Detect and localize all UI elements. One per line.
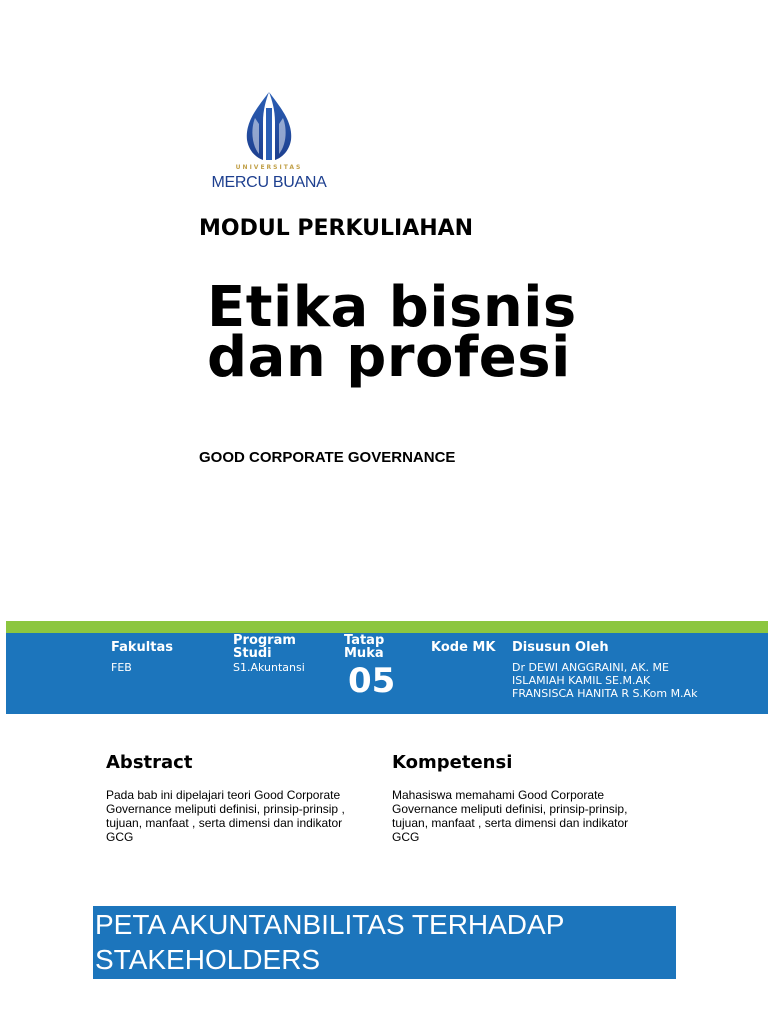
- tatap-value: 05: [348, 661, 396, 701]
- page-title: [207, 275, 727, 390]
- abstract-line: GCG: [106, 830, 134, 844]
- banner-line-2: STAKEHOLDERS: [95, 944, 321, 975]
- page-subtitle: GOOD CORPORATE GOVERNANCE: [199, 449, 456, 466]
- section-banner: [93, 906, 676, 979]
- green-divider: [6, 621, 768, 633]
- course-info-band: [6, 633, 768, 714]
- fakultas-label: Fakultas: [111, 640, 173, 655]
- kompetensi-text: [392, 788, 662, 844]
- tatap-label-1: Tatap: [344, 633, 385, 648]
- kode-mk-label: Kode MK: [431, 640, 496, 655]
- kompetensi-line: Mahasiswa memahami Good Corporate: [392, 788, 605, 802]
- university-logo: [199, 88, 339, 196]
- module-label: MODUL PERKULIAHAN: [199, 216, 474, 241]
- kompetensi-line: tujuan, manfaat , serta dimensi dan indikator: [392, 816, 629, 830]
- author-1: Dr DEWI ANGGRAINI, AK. ME: [512, 661, 669, 674]
- abstract-text: [106, 788, 376, 844]
- program-value: S1.Akuntansi: [233, 661, 305, 674]
- kompetensi-line: GCG: [392, 830, 420, 844]
- disusun-label: Disusun Oleh: [512, 640, 609, 655]
- flame-logo-icon: [199, 88, 339, 168]
- banner-line-1: PETA AKUNTANBILITAS TERHADAP: [95, 909, 565, 940]
- program-label-1: Program: [233, 633, 296, 648]
- abstract-line: tujuan, manfaat , serta dimensi dan indikator: [106, 816, 343, 830]
- abstract-line: Pada bab ini dipelajari teori Good Corporate: [106, 788, 341, 802]
- fakultas-value: FEB: [111, 661, 132, 674]
- kompetensi-heading: Kompetensi: [392, 752, 513, 773]
- kompetensi-line: Governance meliputi definisi, prinsip-prinsip,: [392, 802, 628, 816]
- title-line-1: Etika bisnis: [207, 275, 577, 340]
- logo-universitas-text: UNIVERSITAS: [235, 164, 303, 171]
- title-line-2: dan profesi: [207, 325, 571, 390]
- abstract-line: Governance meliputi definisi, prinsip-prinsip ,: [106, 802, 345, 816]
- author-3: FRANSISCA HANITA R S.Kom M.Ak: [512, 687, 698, 700]
- tatap-label-2: Muka: [344, 646, 384, 661]
- abstract-heading: Abstract: [106, 752, 193, 773]
- logo-name-text: MERCU BUANA: [211, 174, 327, 191]
- program-label-2: Studi: [233, 646, 272, 661]
- author-2: ISLAMIAH KAMIL SE.M.AK: [512, 674, 651, 687]
